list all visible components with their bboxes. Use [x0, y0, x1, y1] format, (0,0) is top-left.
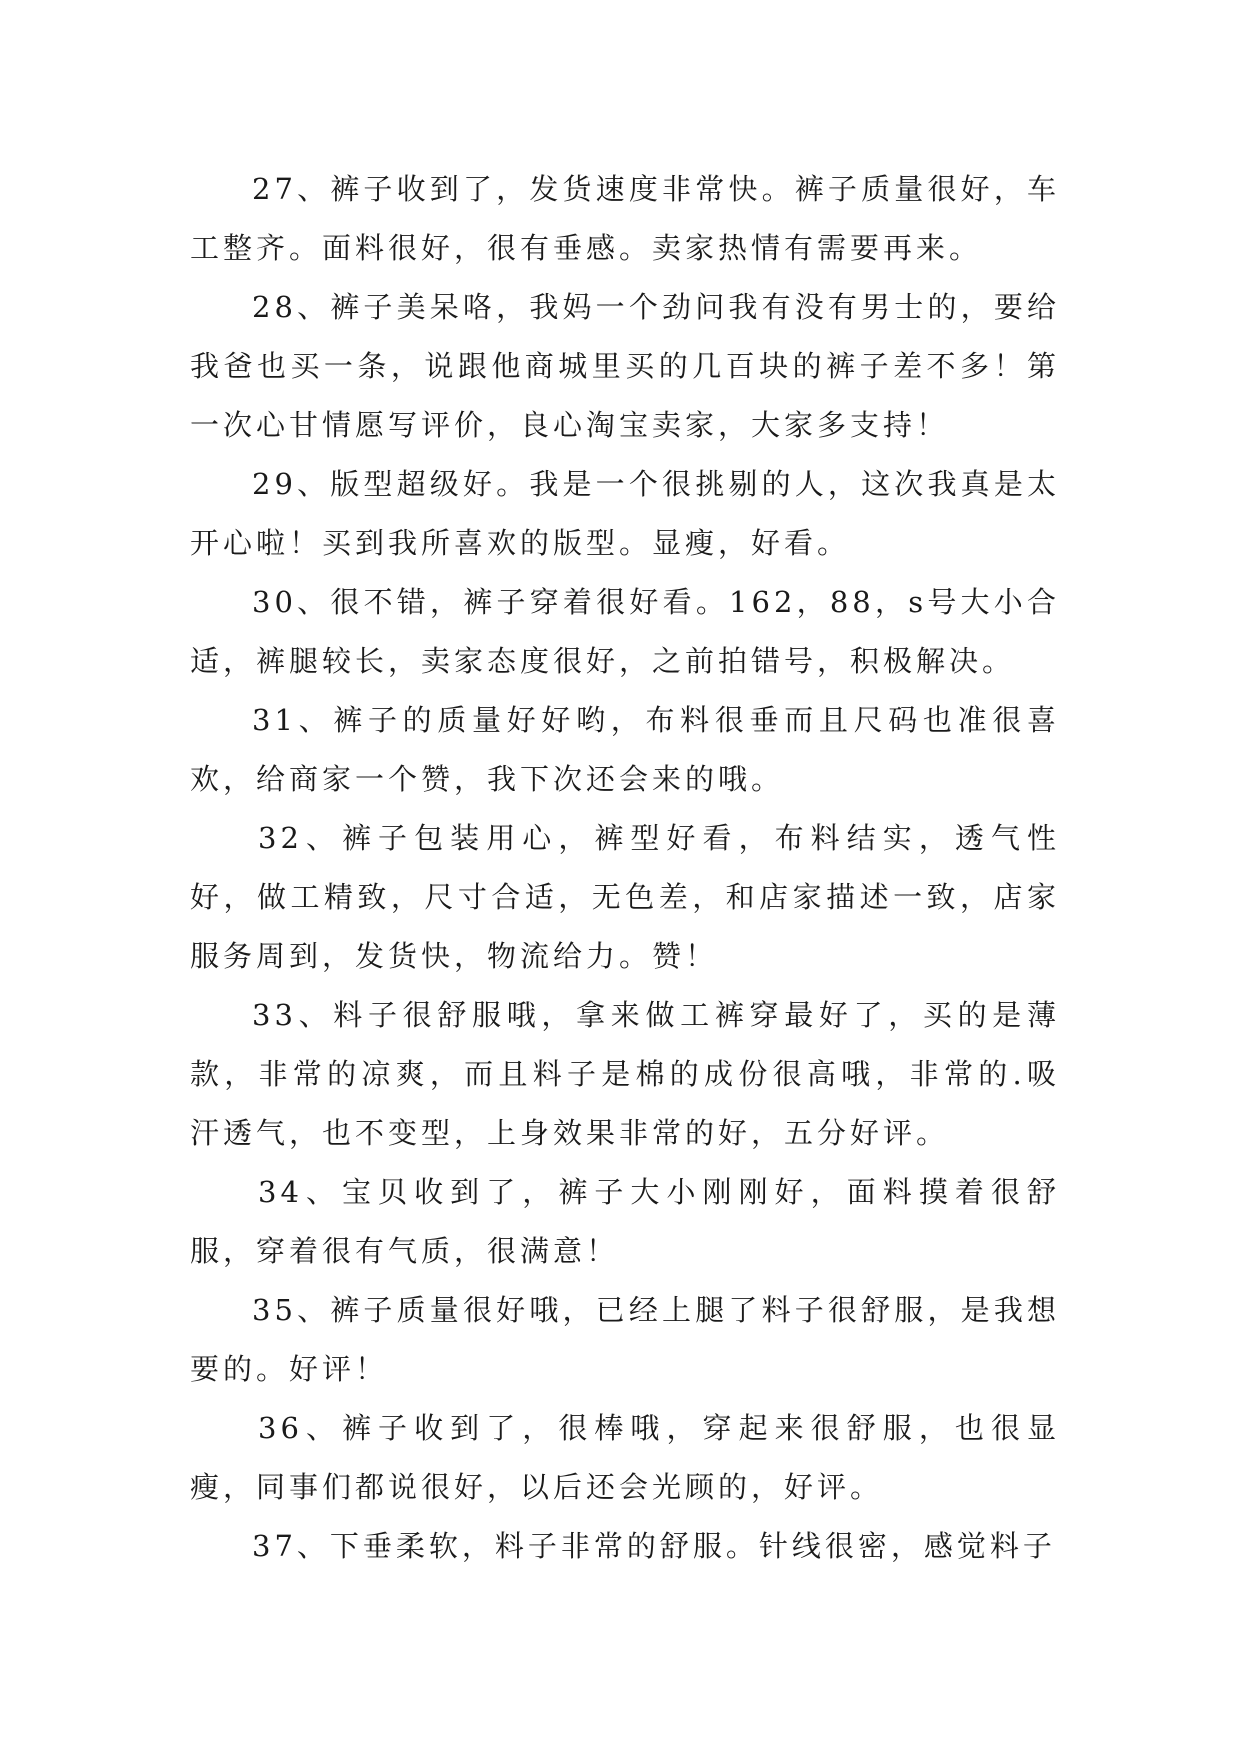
paragraph-37: 37、下垂柔软，料子非常的舒服。针线很密，感觉料子 [252, 1529, 1056, 1563]
paragraph-29: 29、版型超级好。我是一个很挑剔的人，这次我真是太开心啦！买到我所喜欢的版型。显瘦，好看。 [190, 467, 1060, 560]
paragraph-33: 33、料子很舒服哦，拿来做工裤穿最好了，买的是薄款，非常的凉爽，而且料子是棉的成份很高哦，非常的.吸汗透气，也不变型，上身效果非常的好，五分好评。 [190, 998, 1060, 1150]
paragraph-28: 28、裤子美呆咯，我妈一个劲问我有没有男士的，要给我爸也买一条，说跟他商城里买的几百块的裤子差不多！第一次心甘情愿写评价，良心淘宝卖家，大家多支持！ [190, 290, 1060, 442]
paragraph-32: 32、裤子包装用心，裤型好看，布料结实，透气性好，做工精致，尺寸合适，无色差，和店家描述一致，店家服务周到，发货快，物流给力。赞！ [190, 821, 1060, 973]
paragraph-34: 34、宝贝收到了，裤子大小刚刚好，面料摸着很舒服，穿着很有气质，很满意！ [190, 1175, 1060, 1268]
paragraph-36: 36、裤子收到了，很棒哦，穿起来很舒服，也很显瘦，同事们都说很好，以后还会光顾的，好评。 [190, 1411, 1060, 1504]
paragraph-31: 31、裤子的质量好好哟，布料很垂而且尺码也准很喜欢，给商家一个赞，我下次还会来的哦。 [190, 703, 1060, 796]
document-body [190, 160, 1060, 1576]
paragraph-30: 30、很不错，裤子穿着很好看。162，88，s号大小合适，裤腿较长，卖家态度很好，之前拍错号，积极解决。 [190, 585, 1060, 678]
paragraph-35: 35、裤子质量很好哦，已经上腿了料子很舒服，是我想要的。好评！ [190, 1293, 1060, 1386]
paragraph-27: 27、裤子收到了，发货速度非常快。裤子质量很好，车工整齐。面料很好，很有垂感。卖家热情有需要再来。 [190, 172, 1060, 265]
